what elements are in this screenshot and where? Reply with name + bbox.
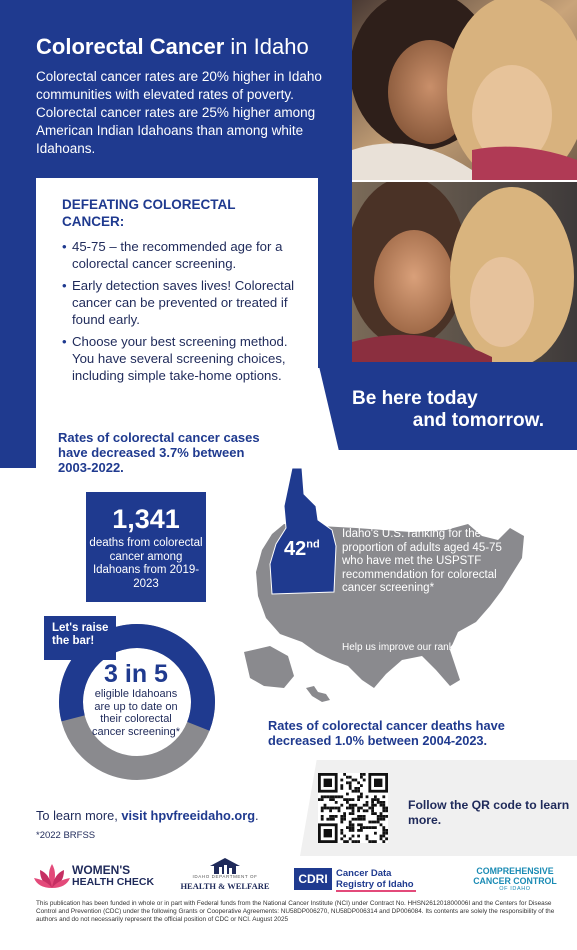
qr-module	[354, 790, 357, 793]
qr-module	[371, 804, 374, 807]
qr-module	[346, 793, 349, 796]
qr-module	[382, 807, 385, 810]
qr-module	[382, 835, 385, 838]
hw-name: HEALTH & WELFARE	[180, 881, 270, 891]
qr-module	[340, 795, 343, 798]
qr-module	[385, 815, 388, 818]
defeating-box	[36, 178, 318, 418]
qr-module	[366, 804, 369, 807]
title-bold: Colorectal Cancer	[36, 34, 225, 59]
qr-module	[349, 812, 352, 815]
qr-module	[360, 793, 363, 796]
qr-module	[349, 823, 352, 826]
qr-module	[332, 798, 335, 801]
left-blue-band	[0, 178, 36, 468]
page-title	[36, 34, 309, 60]
qr-instruction: Follow the QR code to learn more.	[408, 798, 570, 827]
qr-module	[360, 826, 363, 829]
qr-module	[329, 809, 332, 812]
qr-module	[360, 773, 363, 776]
qr-module	[366, 837, 369, 840]
qr-module	[380, 815, 383, 818]
qr-module	[352, 823, 355, 826]
qr-module	[349, 776, 352, 779]
qr-module	[363, 826, 366, 829]
qr-module	[324, 804, 327, 807]
qr-module	[357, 815, 360, 818]
qr-module	[321, 795, 324, 798]
qr-module	[371, 807, 374, 810]
qr-module	[352, 779, 355, 782]
learn-more-prefix: To learn more,	[36, 808, 122, 823]
qr-module	[332, 818, 335, 821]
qr-module	[380, 837, 383, 840]
qr-module	[335, 815, 338, 818]
qr-module	[363, 779, 366, 782]
qr-module	[343, 812, 346, 815]
qr-module	[346, 840, 349, 843]
qr-module	[382, 826, 385, 829]
qr-module	[318, 798, 321, 801]
hw-department: IDAHO DEPARTMENT OF	[192, 874, 258, 879]
qr-module	[343, 818, 346, 821]
qr-module	[352, 840, 355, 843]
qr-module	[363, 818, 366, 821]
ranking-text: Idaho's U.S. ranking for the proportion of adults aged 45-75 who have met the USPSTF recommendation for colorectal cancer screening*	[342, 528, 502, 594]
qr-module	[324, 807, 327, 810]
alaska-shape	[244, 646, 294, 688]
qr-module	[335, 801, 338, 804]
list-item: • 45-75 – the recommended age for a colorectal cancer screening.	[62, 238, 302, 272]
qr-module	[374, 840, 377, 843]
defeating-title: DEFEATING COLORECTAL CANCER:	[62, 197, 236, 229]
qr-module	[335, 807, 338, 810]
qr-module	[360, 815, 363, 818]
qr-module	[366, 795, 369, 798]
center-blue-band	[318, 178, 352, 368]
qr-module	[363, 815, 366, 818]
qr-module	[346, 776, 349, 779]
qr-module	[354, 787, 357, 790]
qr-module	[360, 807, 363, 810]
family-house-icon	[210, 858, 240, 874]
qr-module	[329, 815, 332, 818]
qr-module	[332, 807, 335, 810]
qr-module	[382, 809, 385, 812]
qr-module	[377, 815, 380, 818]
website-link[interactable]: visit hpvfreeidaho.org	[121, 808, 256, 823]
qr-module	[382, 795, 385, 798]
qr-module	[338, 809, 341, 812]
qr-module	[340, 832, 343, 835]
qr-module	[380, 835, 383, 838]
qr-module	[349, 798, 352, 801]
qr-module	[357, 823, 360, 826]
qr-module	[385, 832, 388, 835]
qr-module	[380, 801, 383, 804]
cdri-name: Cancer Data Registry of Idaho	[336, 868, 416, 892]
qr-module	[382, 804, 385, 807]
funding-disclaimer: This publication has been funded in whole or in part with Federal funds from the National Cancer Institute (NCI) under Contract No. HHSN261201800006I and the Centers for Disease Control and Prevention (CDC) under the following Grants or Cooperative Agreements: NU58DP006270, NU58DP006314 and DP006084. Its contents are solely the responsibility of the authors and do not necessarily represent the official position of CDC or NCI. August 2025	[36, 900, 555, 924]
qr-module	[382, 818, 385, 821]
qr-module	[346, 826, 349, 829]
qr-module	[363, 809, 366, 812]
qr-module	[357, 809, 360, 812]
qr-module	[374, 826, 377, 829]
qr-module	[360, 829, 363, 832]
ranking-value: 42	[284, 538, 307, 560]
ranking-help-text: Help us improve our ranking!	[342, 642, 470, 653]
qr-module	[371, 812, 374, 815]
qr-module	[349, 837, 352, 840]
qr-module	[357, 795, 360, 798]
qr-module	[357, 829, 360, 832]
qr-module	[354, 779, 357, 782]
qr-module	[371, 821, 374, 824]
qr-module	[349, 787, 352, 790]
cdri-logo	[294, 858, 414, 896]
qr-module	[324, 829, 332, 837]
title-rest: in Idaho	[224, 34, 309, 59]
qr-module	[352, 835, 355, 838]
hawaii-shape	[306, 686, 330, 702]
qr-module	[340, 804, 343, 807]
womens-title: WOMEN'S	[72, 863, 131, 877]
qr-module	[357, 798, 360, 801]
qr-module	[357, 787, 360, 790]
photo-smiling-woman-top	[352, 0, 577, 180]
qr-module	[360, 795, 363, 798]
qr-module	[324, 779, 332, 787]
qr-module	[377, 798, 380, 801]
qr-module	[366, 826, 369, 829]
qr-module	[357, 790, 360, 793]
qr-module	[321, 807, 324, 810]
rates-decrease-text: Rates of colorectal cancer cases have decreased 3.7% between 2003-2022.	[58, 430, 260, 475]
qr-module	[326, 807, 329, 810]
qr-module	[385, 829, 388, 832]
qr-module	[340, 837, 343, 840]
comprehensive-cancer-control-logo	[428, 858, 568, 896]
qr-module	[366, 835, 369, 838]
qr-module	[380, 812, 383, 815]
qr-module	[382, 801, 385, 804]
qr-module	[332, 815, 335, 818]
qr-module	[343, 798, 346, 801]
qr-module	[371, 826, 374, 829]
qr-module	[360, 818, 363, 821]
qr-module	[352, 790, 355, 793]
qr-module	[352, 812, 355, 815]
qr-module	[354, 804, 357, 807]
qr-module	[349, 807, 352, 810]
qr-module	[368, 826, 371, 829]
qr-module	[326, 795, 329, 798]
defeating-list	[62, 238, 318, 384]
list-item: • Early detection saves lives! Colorectal cancer can be prevented or treated if found early.	[62, 277, 302, 328]
qr-code-icon[interactable]	[318, 773, 388, 843]
qr-module	[329, 798, 332, 801]
health-welfare-logo	[170, 858, 280, 896]
qr-module	[371, 801, 374, 804]
qr-module	[326, 818, 329, 821]
tagline	[330, 388, 570, 432]
intro-text: Colorectal cancer rates are 20% higher in Idaho communities with elevated rates of poverty. Colorectal cancer rates are 25% higher among American Indian Idahoans than among white Idahoans.	[36, 69, 322, 156]
qr-module	[377, 818, 380, 821]
qr-module	[360, 784, 363, 787]
qr-module	[382, 815, 385, 818]
qr-module	[349, 829, 352, 832]
qr-module	[368, 840, 371, 843]
qr-module	[380, 818, 383, 821]
qr-module	[382, 840, 385, 843]
qr-module	[374, 795, 377, 798]
list-item: • Choose your best screening method. You have several screening choices, including simple take-home options.	[62, 333, 302, 384]
qr-module	[321, 809, 324, 812]
crescent-icon	[428, 860, 458, 894]
womens-health-check-logo	[34, 858, 164, 896]
qr-module	[324, 795, 327, 798]
qr-module	[335, 795, 338, 798]
qr-module	[363, 804, 366, 807]
qr-module	[371, 809, 374, 812]
qr-module	[352, 809, 355, 812]
qr-module	[349, 804, 352, 807]
qr-text	[408, 798, 577, 827]
qr-module	[377, 801, 380, 804]
qr-module	[352, 807, 355, 810]
lotus-icon	[34, 862, 70, 892]
qr-module	[343, 773, 346, 776]
qr-module	[357, 818, 360, 821]
screening-description: eligible Idahoans are up to date on their colorectal cancer screening*	[91, 688, 181, 738]
qr-module	[357, 835, 360, 838]
qr-module	[357, 807, 360, 810]
qr-module	[354, 840, 357, 843]
qr-module	[357, 781, 360, 784]
photo-smiling-women-bottom	[352, 182, 577, 362]
deaths-number: 1,341	[112, 504, 180, 534]
qr-module	[366, 801, 369, 804]
qr-module	[374, 832, 377, 835]
qr-module	[349, 826, 352, 829]
qr-module	[340, 818, 343, 821]
qr-module	[380, 804, 383, 807]
deaths-rate-text: Rates of colorectal cancer deaths have decreased 1.0% between 2004-2023.	[268, 718, 505, 748]
qr-module	[352, 804, 355, 807]
qr-module	[368, 821, 371, 824]
tagline-line-2: and tomorrow.	[412, 410, 544, 431]
qr-module	[340, 815, 343, 818]
cccp-name: COMPREHENSIVE CANCER CONTROL	[473, 866, 557, 886]
qr-module	[321, 798, 324, 801]
qr-module	[346, 801, 349, 804]
qr-module	[346, 798, 349, 801]
ranking-suffix: nd	[306, 538, 320, 551]
qr-module	[349, 781, 352, 784]
qr-module	[321, 818, 324, 821]
qr-module	[340, 784, 343, 787]
qr-module	[363, 773, 366, 776]
qr-module	[338, 807, 341, 810]
qr-module	[382, 829, 385, 832]
qr-module	[346, 781, 349, 784]
screening-ratio: 3 in 5	[104, 660, 168, 688]
qr-module	[340, 829, 343, 832]
qr-module	[329, 818, 332, 821]
qr-module	[368, 807, 371, 810]
qr-module	[380, 823, 383, 826]
qr-module	[374, 821, 377, 824]
qr-module	[343, 815, 346, 818]
qr-module	[332, 795, 335, 798]
qr-module	[354, 818, 357, 821]
ranking-number	[284, 538, 320, 561]
qr-module	[382, 832, 385, 835]
qr-module	[366, 809, 369, 812]
qr-module	[343, 835, 346, 838]
cccp-sub: OF IDAHO	[499, 886, 531, 892]
qr-module	[360, 823, 363, 826]
qr-module	[357, 840, 360, 843]
qr-module	[343, 840, 346, 843]
cdri-badge: CDRI	[294, 868, 332, 890]
qr-module	[371, 798, 374, 801]
qr-module	[374, 779, 382, 787]
qr-module	[349, 821, 352, 824]
womens-subtitle: HEALTH CHECK	[72, 876, 155, 888]
qr-module	[349, 784, 352, 787]
qr-module	[338, 795, 341, 798]
qr-module	[329, 795, 332, 798]
qr-module	[360, 776, 363, 779]
raise-the-bar-box: Let's raise the bar!	[44, 616, 116, 660]
qr-module	[374, 798, 377, 801]
qr-module	[377, 821, 380, 824]
qr-module	[385, 807, 388, 810]
qr-module	[385, 837, 388, 840]
qr-module	[352, 826, 355, 829]
qr-module	[374, 804, 377, 807]
learn-more-suffix: .	[255, 808, 259, 823]
qr-module	[329, 807, 332, 810]
learn-more	[36, 808, 259, 823]
qr-module	[321, 815, 324, 818]
qr-module	[352, 798, 355, 801]
qr-module	[352, 829, 355, 832]
qr-module	[340, 779, 343, 782]
deaths-description: deaths from colorectal cancer among Idahoans from 2019-2023	[89, 537, 203, 590]
qr-module	[385, 809, 388, 812]
footnote: *2022 BRFSS	[36, 830, 96, 841]
qr-module	[346, 807, 349, 810]
qr-module	[371, 840, 374, 843]
qr-module	[340, 787, 343, 790]
deaths-stat-box	[86, 492, 206, 602]
tagline-line-1: Be here today	[352, 388, 478, 409]
qr-module	[340, 821, 343, 824]
qr-module	[374, 812, 377, 815]
qr-module	[352, 818, 355, 821]
